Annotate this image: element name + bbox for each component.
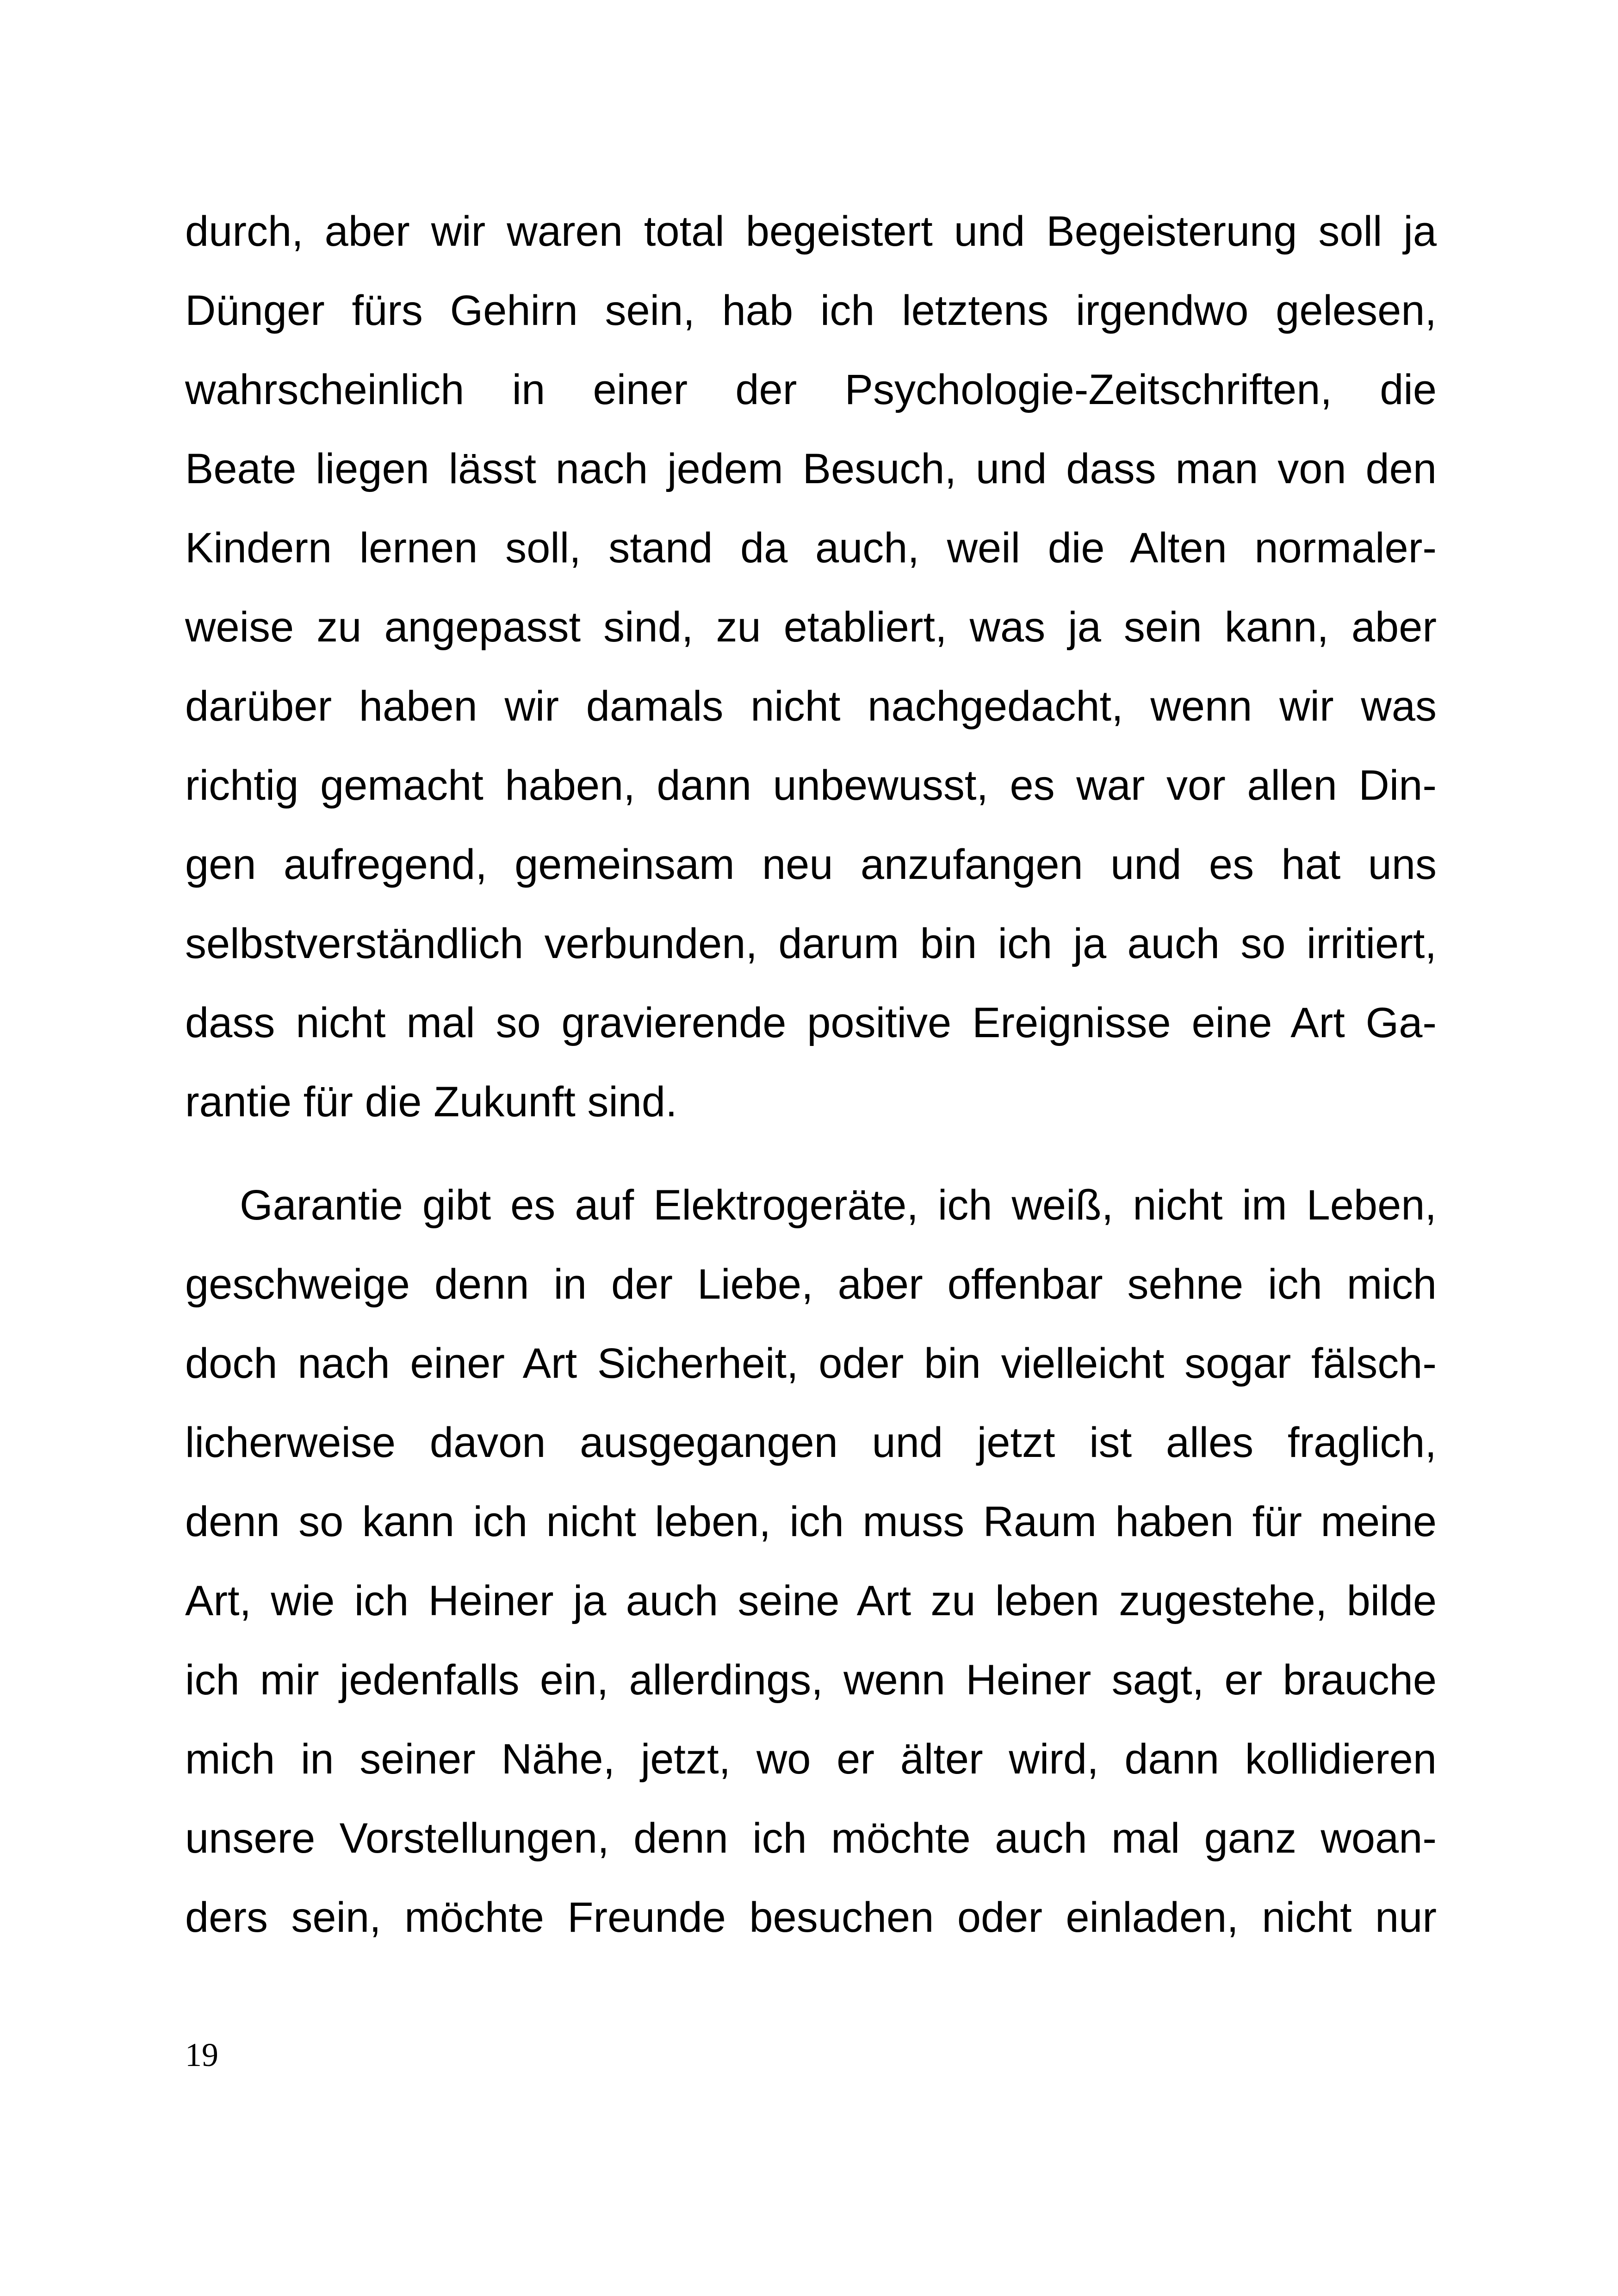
page-number: 19 [185, 2036, 218, 2073]
text-line: denn so kann ich nicht leben, ich muss Raum haben für meine [185, 1498, 1437, 1545]
text-line: weise zu angepasst sind, zu etabliert, was ja sein kann, aber [185, 604, 1437, 651]
text-line: dass nicht mal so gravierende positive Ereignisse eine Art Ga- [185, 999, 1437, 1046]
text-line: Beate liegen lässt nach jedem Besuch, und dass man von den [185, 445, 1437, 492]
text-line: darüber haben wir damals nicht nachgedacht, wenn wir was [185, 683, 1437, 730]
text-line: selbstverständlich verbunden, darum bin ich ja auch so irritiert, [185, 920, 1437, 967]
text-line: geschweige denn in der Liebe, aber offenbar sehne ich mich [185, 1261, 1437, 1308]
text-line: ders sein, möchte Freunde besuchen oder einladen, nicht nur [185, 1894, 1437, 1941]
text-line: mich in seiner Nähe, jetzt, wo er älter wird, dann kollidieren [185, 1736, 1437, 1783]
text-line: richtig gemacht haben, dann unbewusst, es war vor allen Din- [185, 762, 1437, 809]
text-line: Dünger fürs Gehirn sein, hab ich letztens irgendwo gelesen, [185, 287, 1437, 334]
paragraph-1 [185, 192, 1437, 1142]
text-line: wahrscheinlich in einer der Psychologie-Zeitschriften, die [185, 366, 1437, 413]
text-line: doch nach einer Art Sicherheit, oder bin vielleicht sogar fälsch- [185, 1340, 1437, 1387]
text-line: rantie für die Zukunft sind. [185, 1078, 677, 1126]
paragraph-2 [185, 1166, 1437, 1957]
text-line: gen aufregend, gemeinsam neu anzufangen und es hat uns [185, 841, 1437, 888]
text-line: ich mir jedenfalls ein, allerdings, wenn Heiner sagt, er brauche [185, 1656, 1437, 1704]
text-line: durch, aber wir waren total begeistert und Begeisterung soll ja [185, 208, 1437, 255]
body-text [185, 192, 1437, 1957]
text-line: Kindern lernen soll, stand da auch, weil die Alten normaler- [185, 524, 1437, 572]
text-line: Art, wie ich Heiner ja auch seine Art zu leben zugestehe, bilde [185, 1577, 1437, 1624]
text-line: Garantie gibt es auf Elektrogeräte, ich weiß, nicht im Leben, [240, 1182, 1437, 1229]
text-line: licherweise davon ausgegangen und jetzt ist alles fraglich, [185, 1419, 1437, 1466]
text-line: unsere Vorstellungen, denn ich möchte auch mal ganz woan- [185, 1815, 1437, 1862]
